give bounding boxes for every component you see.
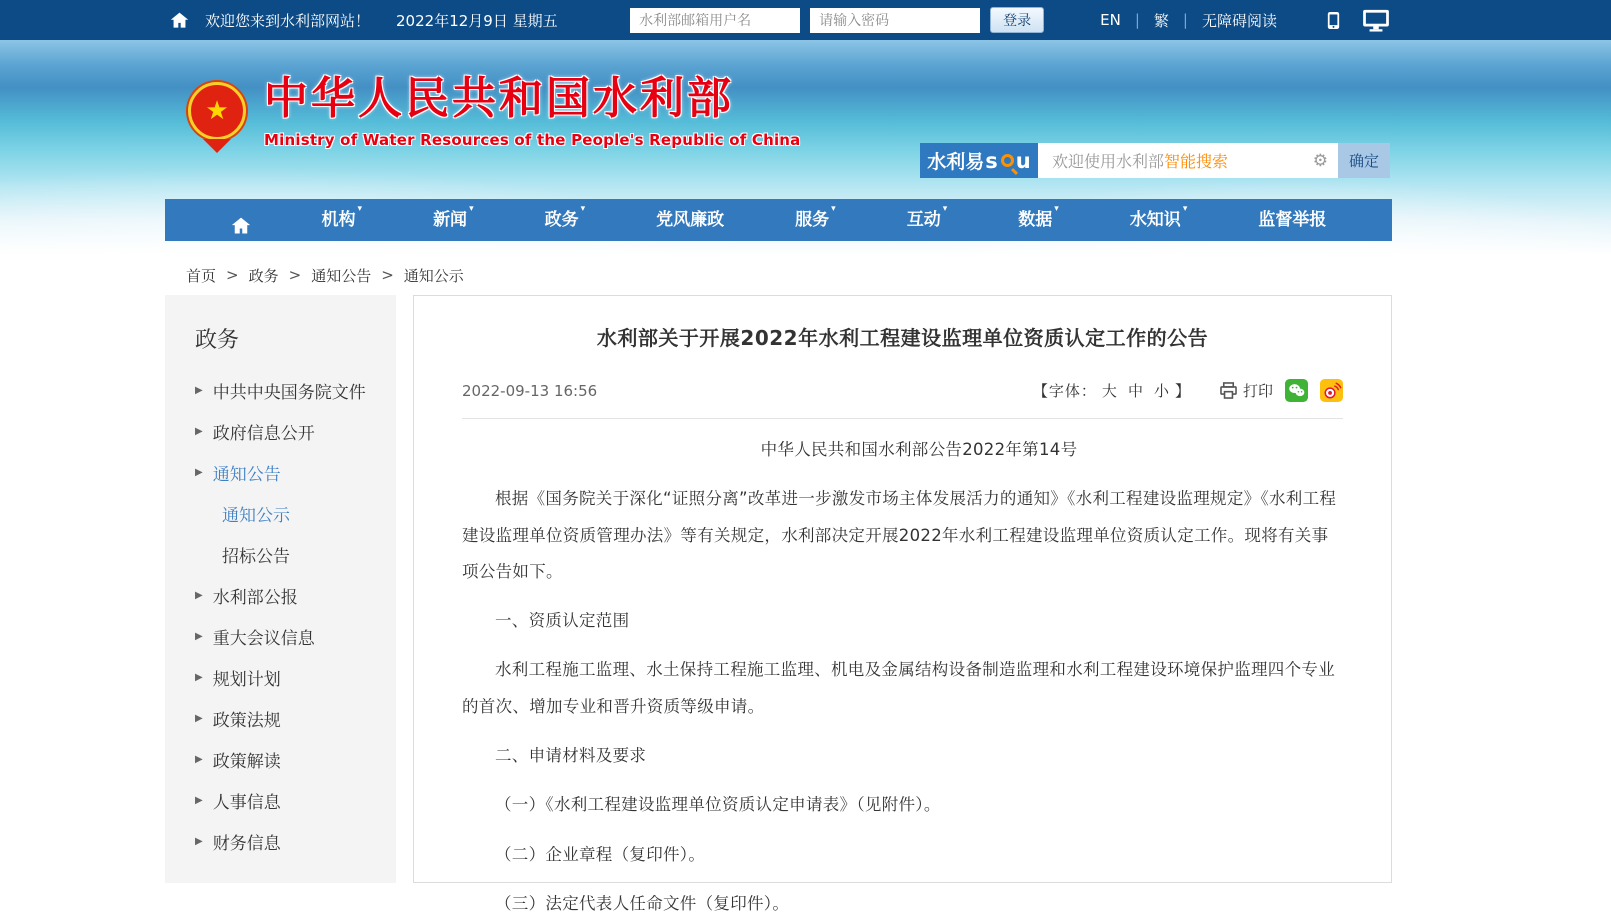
sidebar-item-label: ▶ 中共中央国务院文件 xyxy=(212,383,366,403)
search-brand-s: s xyxy=(985,148,998,173)
sidebar-item-label: 通知公示 xyxy=(222,506,290,526)
font-size-medium[interactable]: 中 xyxy=(1127,382,1144,400)
sidebar-item-info-disclosure[interactable] xyxy=(165,411,396,452)
article-panel xyxy=(413,295,1392,913)
font-widget-open: 【字体： xyxy=(1032,382,1097,400)
chevron-down-icon: ▾ xyxy=(469,204,474,214)
sidebar-title: 政务 xyxy=(195,328,240,353)
current-date: 2022年12月9日 星期五 xyxy=(396,11,558,30)
print-label: 打印 xyxy=(1242,382,1273,400)
nav-item-news[interactable] xyxy=(433,199,474,241)
language-switcher xyxy=(1100,10,1277,31)
gear-icon[interactable]: ⚙ xyxy=(1312,150,1328,171)
mail-password-input[interactable] xyxy=(810,8,980,33)
breadcrumb-notices[interactable]: 通知公告 xyxy=(311,266,372,285)
sidebar-item-notices[interactable] xyxy=(165,452,396,493)
sidebar-item-planning[interactable] xyxy=(165,657,396,698)
search-placeholder: 欢迎使用水利部 xyxy=(1052,152,1165,171)
article-body xyxy=(462,432,1343,922)
paragraph: （二）企业章程（复印件）。 xyxy=(495,844,706,864)
section-heading: 一、资质认定范围 xyxy=(495,611,630,631)
site-subtitle: Ministry of Water Resources of the People's Republic of China xyxy=(264,130,801,149)
mobile-version-icon[interactable] xyxy=(1325,8,1342,33)
chevron-down-icon: ▾ xyxy=(831,204,836,214)
meta-divider xyxy=(462,418,1343,419)
mail-login-group xyxy=(630,7,1044,33)
nav-label: 互动 xyxy=(906,210,941,230)
site-logo[interactable] xyxy=(188,74,801,149)
font-widget-close: 】 xyxy=(1174,382,1191,400)
sidebar-item-label: ▶ 财务信息 xyxy=(212,834,281,854)
sidebar-item-policies-regulations[interactable] xyxy=(165,698,396,739)
search-brand-cn: 水利易 xyxy=(927,151,985,173)
breadcrumb-separator: > xyxy=(381,266,394,284)
paragraph: （一）《水利工程建设监理单位资质认定申请表》（见附件）。 xyxy=(495,795,941,815)
breadcrumb-gov[interactable]: 政务 xyxy=(248,266,279,285)
breadcrumb-separator: > xyxy=(226,266,239,284)
sidebar-item-label: ▶ 政策法规 xyxy=(212,711,281,731)
sidebar-item-central-documents[interactable] xyxy=(165,370,396,411)
mail-username-input[interactable] xyxy=(630,8,800,33)
nav-item-party-conduct[interactable] xyxy=(656,199,724,241)
sidebar-item-finance[interactable] xyxy=(165,821,396,862)
search-magnifier-icon xyxy=(1001,154,1014,167)
sidebar-item-bidding[interactable] xyxy=(165,534,396,575)
article-tools xyxy=(1033,379,1343,402)
search-widget xyxy=(920,143,1390,178)
chevron-down-icon: ▾ xyxy=(1054,204,1059,214)
document-number: 中华人民共和国水利部公告2022年第14号 xyxy=(760,440,1078,459)
site-titles xyxy=(264,74,801,149)
divider: | xyxy=(1134,11,1140,29)
font-size-small[interactable]: 小 xyxy=(1153,382,1170,400)
nav-label: 党风廉政 xyxy=(656,210,725,230)
topbar xyxy=(0,0,1611,40)
chevron-down-icon: ▾ xyxy=(357,204,363,214)
breadcrumb-home[interactable]: 首页 xyxy=(186,266,217,285)
breadcrumb-announcements[interactable]: 通知公示 xyxy=(403,266,464,285)
breadcrumb xyxy=(186,255,1611,295)
nav-item-interaction[interactable] xyxy=(907,199,948,241)
publish-date: 2022-09-13 16:56 xyxy=(462,381,598,400)
print-button[interactable] xyxy=(1219,380,1273,401)
article-meta xyxy=(462,379,1343,402)
search-brand xyxy=(920,143,1038,178)
welcome-text: 欢迎您来到水利部网站！ xyxy=(205,11,371,30)
nav-item-services[interactable] xyxy=(795,199,836,241)
sidebar-item-label: ▶ 人事信息 xyxy=(212,793,281,813)
sidebar-item-label: ▶ 水利部公报 xyxy=(212,588,298,608)
login-button[interactable]: 登录 xyxy=(990,7,1044,33)
sidebar-item-label: ▶ 通知公告 xyxy=(212,465,281,485)
chevron-down-icon: ▾ xyxy=(580,204,586,214)
header-banner xyxy=(0,40,1611,255)
sidebar-item-major-meetings[interactable] xyxy=(165,616,396,657)
font-size-widget xyxy=(1033,380,1191,401)
paragraph: 水利工程施工监理、水土保持工程施工监理、机电及金属结构设备制造监理和水利工程建设环境保护监理四个专业的首次、增加专业和晋升资质等级申请。 xyxy=(462,660,1335,716)
sidebar-menu xyxy=(165,370,396,862)
search-input[interactable] xyxy=(1038,143,1338,178)
breadcrumb-separator: > xyxy=(288,266,302,284)
nav-label: 水知识 xyxy=(1129,210,1181,230)
sidebar-item-policy-interpretation[interactable] xyxy=(165,739,396,780)
nav-item-orgs[interactable] xyxy=(322,199,363,241)
sidebar-item-personnel[interactable] xyxy=(165,780,396,821)
nav-item-data[interactable] xyxy=(1018,199,1059,241)
nav-label: 新闻 xyxy=(433,210,468,230)
font-size-large[interactable]: 大 xyxy=(1101,382,1118,400)
printer-icon xyxy=(1219,381,1238,400)
nav-item-water-knowledge[interactable] xyxy=(1130,199,1188,241)
nav-home[interactable] xyxy=(231,205,251,236)
nav-label: 机构 xyxy=(321,210,356,230)
sidebar-item-label: ▶ 重大会议信息 xyxy=(212,629,315,649)
sidebar-item-label: ▶ 政策解读 xyxy=(212,752,281,772)
sidebar xyxy=(165,295,396,883)
search-placeholder-highlight: 智能搜索 xyxy=(1164,152,1229,171)
nav-label: 监督举报 xyxy=(1258,210,1327,230)
lang-traditional-link[interactable]: 繁 xyxy=(1153,11,1169,30)
chevron-down-icon: ▾ xyxy=(942,204,948,214)
chevron-down-icon: ▾ xyxy=(1182,204,1188,214)
sidebar-item-label: 招标公告 xyxy=(222,547,290,567)
home-icon[interactable] xyxy=(170,11,189,30)
article-title: 水利部关于开展2022年水利工程建设监理单位资质认定工作的公告 xyxy=(596,326,1209,350)
divider: | xyxy=(1182,11,1188,29)
content-area xyxy=(165,295,1392,913)
paragraph: （三）法定代表人任命文件（复印件）。 xyxy=(495,893,790,913)
sidebar-item-notice-announcements[interactable] xyxy=(165,493,396,534)
desktop-version-icon[interactable] xyxy=(1362,9,1390,32)
search-submit-button[interactable]: 确定 xyxy=(1338,143,1390,178)
main-nav xyxy=(165,199,1392,241)
wechat-share-icon[interactable] xyxy=(1285,379,1308,402)
national-emblem-icon xyxy=(188,82,246,140)
device-icons xyxy=(1325,8,1390,33)
sidebar-item-gazette[interactable] xyxy=(165,575,396,616)
lang-en-link[interactable]: EN xyxy=(1100,11,1121,29)
section-heading: 二、申请材料及要求 xyxy=(495,746,647,766)
nav-label: 服务 xyxy=(795,210,830,230)
nav-item-gov-affairs[interactable] xyxy=(545,199,586,241)
star-icon: ★ xyxy=(205,96,229,126)
site-title: 中华人民共和国水利部 xyxy=(264,73,734,124)
search-brand-u: u xyxy=(1015,148,1031,173)
accessibility-link[interactable]: 无障碍阅读 xyxy=(1201,11,1277,30)
nav-item-supervision[interactable] xyxy=(1258,199,1326,241)
sidebar-item-label: ▶ 政府信息公开 xyxy=(212,424,315,444)
paragraph: 根据《国务院关于深化“证照分离”改革进一步激发市场主体发展活力的通知》《水利工程建设监理规定》《水利工程建设监理单位资质管理办法》等有关规定，水利部决定开展2022年水利工程建设监理单位资质认定工作。现将有关事项公告如下。 xyxy=(462,489,1337,581)
sidebar-item-label: ▶ 规划计划 xyxy=(212,670,281,690)
nav-label: 数据 xyxy=(1018,210,1053,230)
nav-label: 政务 xyxy=(544,210,579,230)
weibo-share-icon[interactable] xyxy=(1320,379,1343,402)
